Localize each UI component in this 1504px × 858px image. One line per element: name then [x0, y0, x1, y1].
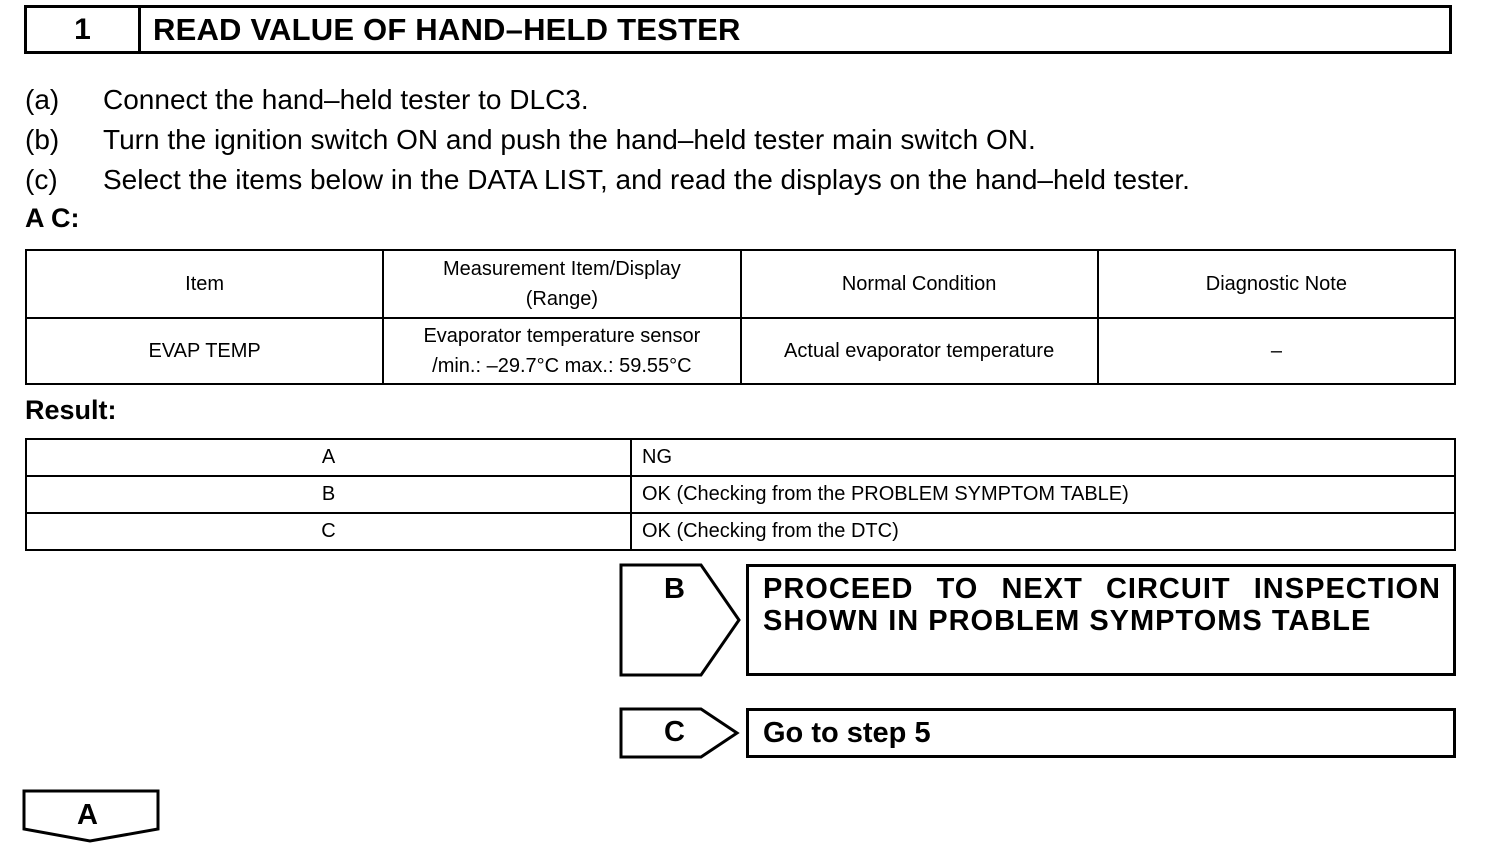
result-table: [25, 438, 1456, 551]
cell-measurement-line1: Evaporator temperature sensor: [423, 325, 701, 347]
instruction-a: [25, 84, 589, 116]
step-number: 1: [27, 8, 141, 51]
result-label: Result:: [25, 395, 117, 425]
header-measurement-line1: Measurement Item/Display: [442, 258, 681, 280]
table-row: [26, 513, 1455, 550]
result-key: A: [26, 439, 631, 476]
table-row: [26, 318, 1455, 384]
table-row: [26, 439, 1455, 476]
instruction-text: Turn the ignition switch ON and push the hand–held tester main switch ON.: [103, 124, 1036, 155]
instruction-b: [25, 124, 1036, 156]
instruction-text: Connect the hand–held tester to DLC3.: [103, 84, 589, 115]
section-label: A C:: [25, 203, 80, 233]
cell-measurement: [383, 318, 740, 384]
proceed-text-line2: SHOWN IN PROBLEM SYMPTOMS TABLE: [763, 605, 1372, 637]
step-title: READ VALUE OF HAND–HELD TESTER: [153, 11, 741, 47]
result-a-tag: A: [77, 799, 98, 831]
instruction-c: [25, 164, 1190, 196]
header-item: Item: [26, 250, 383, 318]
result-key: B: [26, 476, 631, 513]
data-list-table: [25, 249, 1456, 385]
header-measurement: [383, 250, 740, 318]
proceed-text-line1: PROCEED TO NEXT CIRCUIT INSPECTION: [763, 573, 1441, 605]
cell-measurement-line2: /min.: –29.7°C max.: 59.55°C: [432, 355, 692, 377]
instruction-label: (a): [25, 84, 60, 115]
proceed-inspection-box: [746, 564, 1456, 676]
result-c-tag: C: [664, 716, 685, 748]
go-to-step-box: [746, 708, 1456, 758]
result-value: OK (Checking from the PROBLEM SYMPTOM TABLE): [631, 476, 1455, 513]
header-measurement-line2: (Range): [525, 288, 598, 310]
step-header: [24, 5, 1452, 54]
result-value: NG: [631, 439, 1455, 476]
cell-diagnostic-note: –: [1098, 318, 1455, 384]
result-key: C: [26, 513, 631, 550]
header-diagnostic-note: Diagnostic Note: [1098, 250, 1455, 318]
instruction-label: (b): [25, 124, 60, 155]
result-value: OK (Checking from the DTC): [631, 513, 1455, 550]
header-normal-condition: Normal Condition: [741, 250, 1098, 318]
cell-normal-condition: Actual evaporator temperature: [741, 318, 1098, 384]
table-header-row: [26, 250, 1455, 318]
instruction-label: (c): [25, 164, 58, 195]
cell-item: EVAP TEMP: [26, 318, 383, 384]
table-row: [26, 476, 1455, 513]
instruction-text: Select the items below in the DATA LIST, and read the displays on the hand–held tester.: [103, 164, 1190, 195]
go-to-step-text: Go to step 5: [763, 716, 931, 749]
result-b-tag: B: [664, 573, 685, 605]
